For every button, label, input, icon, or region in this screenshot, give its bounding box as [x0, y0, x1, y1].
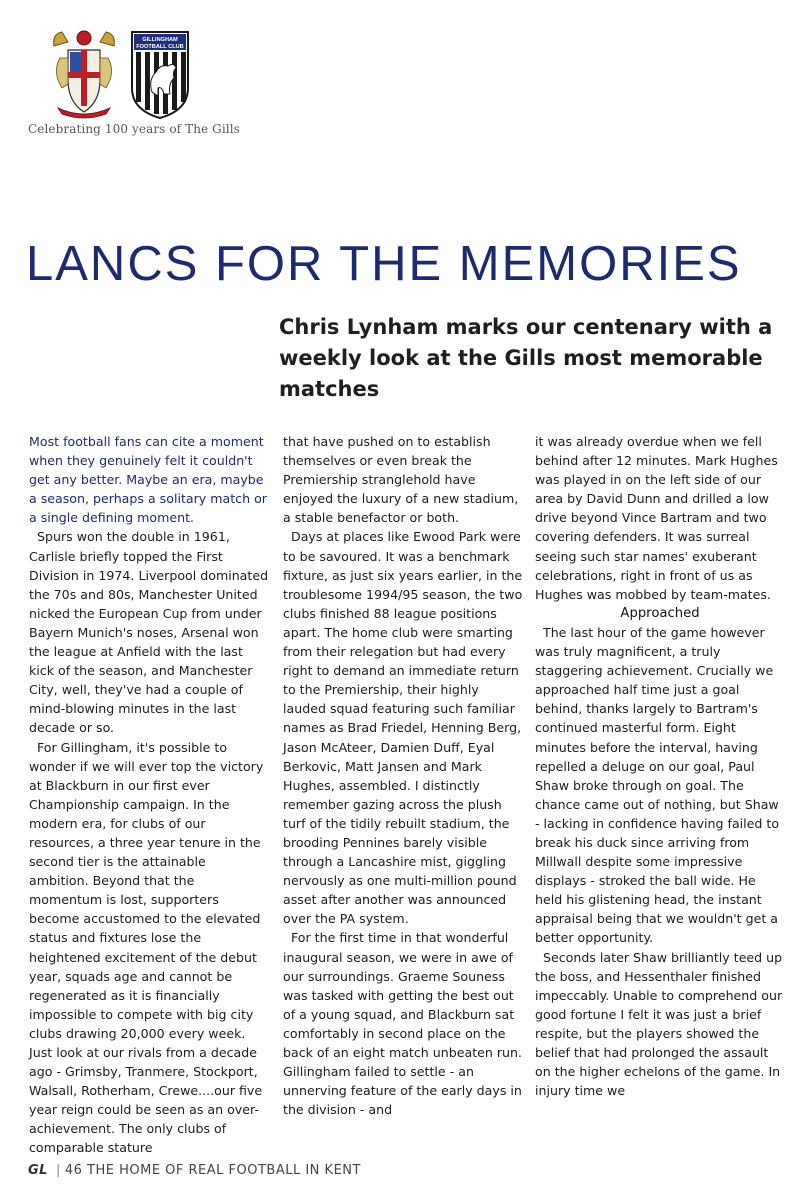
body-paragraph: that have pushed on to establish themselves or even break the Premiership stranglehold have enjoyed the luxury of a new stadium, a stable benefactor or both.	[283, 434, 519, 526]
page-footer	[28, 1163, 361, 1178]
body-paragraph: For Gillingham, it's possible to wonder if we will ever top the victory at Blackburn in our first ever Championship campaign. In the modern era, for clubs of our resources, a three year tenure in the second tier is the attainable ambition. Beyond that the momentum is lost, supporters become accustomed to the elevated status and fixtures lose the heightened excitement of the debut year, squads age and cannot be regenerated as it is financially impossible to compete with big city clubs drawing 20,000 every week. Just look at our rivals from a decade ago - Grimsby, Tranmere, Stockport, Walsall, Rotherham, Crewe....our five year reign could be seen as an over-achievement. The only clubs of comparable stature	[29, 739, 264, 1156]
headline: LANCS FOR THE MEMORIES	[26, 237, 742, 291]
body-paragraph: The last hour of the game however was truly magnificent, a truly staggering achievement. Crucially we approached half time just a goal behind, thanks largely to Bartram's continued masterful form. Eight minutes before the interval, having repelled a deluge on our goal, Paul Shaw broke through on goal. The chance came out of nothing, but Shaw - lacking in confidence having failed to break his duck since arriving from Millwall despite some impressive displays - stroked the ball wide. He held his glistening head, the instant appraisal being that we wouldn't get a better opportunity.	[535, 624, 780, 946]
subheading: Approached	[620, 605, 700, 621]
footer-separator: |	[55, 1163, 61, 1178]
page-number: 46	[64, 1163, 83, 1178]
gillingham-fc-badge-icon	[132, 32, 188, 118]
body-paragraph: Spurs won the double in 1961, Carlisle briefly topped the First Division in 1974. Liverpool dominated the 70s and 80s, Manchester United nicked the European Cup from under Bayern Munich's noses, Arsenal won the league at Anfield with the last kick of the season, and Manchester City, well, they've had a couple of mind-blowing minutes in the last decade or so.	[29, 529, 269, 736]
footer-logo: GL	[28, 1163, 48, 1178]
svg-text:FOOTBALL CLUB: FOOTBALL CLUB	[136, 44, 184, 50]
footer-title: THE HOME OF REAL FOOTBALL IN KENT	[87, 1163, 361, 1178]
standfirst: Chris Lynham marks our centenary with a weekly look at the Gills most memorable matches	[279, 315, 773, 401]
lead-paragraph: Most football fans can cite a moment when they genuinely felt it couldn't get any better. Maybe an era, maybe a season, perhaps a solitary match or a single defining moment.	[29, 434, 267, 526]
body-paragraph: it was already overdue when we fell behind after 12 minutes. Mark Hughes was played in on the left side of our area by David Dunn and drilled a low drive beyond Vince Bartram and two covering defenders. It was surreal seeing such star names' exuberant celebrations, right in front of us as Hughes was mobbed by team-mates.	[535, 434, 778, 602]
svg-text:GILLINGHAM: GILLINGHAM	[142, 37, 178, 43]
town-coat-of-arms-icon	[54, 31, 115, 118]
article-column-1	[29, 432, 269, 1158]
club-crests	[48, 28, 208, 120]
body-paragraph: Days at places like Ewood Park were to be savoured. It was a benchmark fixture, as just six years earlier, in the troublesome 1994/95 season, the two clubs finished 88 league positions apart. The home club were smarting from their relegation but had every right to demand an immediate return to the Premiership, their highly lauded squad featuring such familiar names as Brad Friedel, Henning Berg, Jason McAteer, Damien Duff, Eyal Berkovic, Matt Jansen and Mark Hughes, assembled. I distinctly remember gazing across the plush turf of the tidily rebuilt stadium, the brooding Pennines barely visible through a Lancashire mist, giggling nervously as one multi-million pound asset after another was announced over the PA system.	[283, 529, 523, 927]
body-paragraph: For the first time in that wonderful inaugural season, we were in awe of our surroundings. Graeme Souness was tasked with getting the best out of a young squad, and Blackburn sat comfortably in second place on the back of an eight match unbeaten run. Gillingham failed to settle - an unnerving feature of the early days in the division - and	[283, 930, 523, 1118]
tagline: Celebrating 100 years of The Gills	[28, 122, 240, 136]
body-paragraph: Seconds later Shaw brilliantly teed up the boss, and Hessenthaler finished impeccably. Unable to comprehend our good fortune I felt it was just a brief respite, but the players showed the belief that had prolonged the assault on the higher echelons of the game. In injury time we	[535, 949, 783, 1099]
article-column-2	[283, 432, 523, 1119]
article-column-3	[535, 432, 785, 1100]
